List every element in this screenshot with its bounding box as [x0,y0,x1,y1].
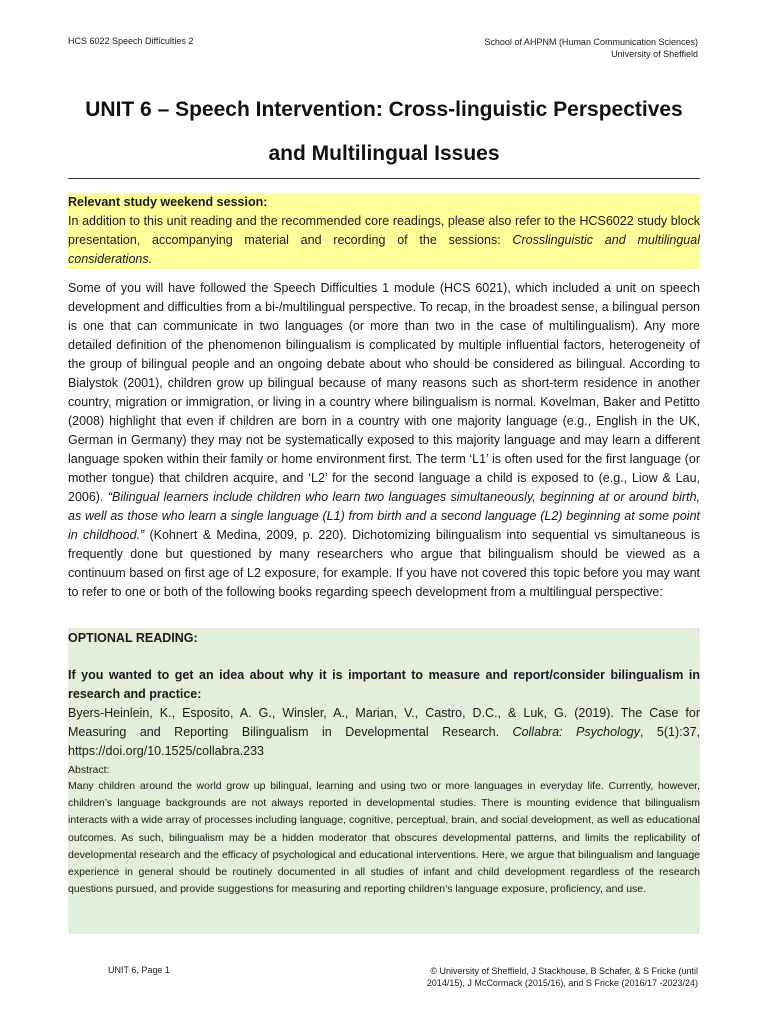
citation-journal: Collabra: Psychology [512,725,640,739]
header-school-line2: University of Sheffield [611,49,698,59]
page-title [68,88,700,176]
page-title-line1: UNIT 6 – Speech Intervention: Cross-linguistic Perspectives [85,98,683,121]
footer-copyright [427,965,698,989]
header-course: HCS 6022 Speech Difficulties 2 [68,36,194,46]
optional-reading-question: If you wanted to get an idea about why it is important to measure and report/consider bilingualism in research and practice: [68,668,700,701]
intro-quote: “Bilingual learners include children who learn two languages simultaneously, beginning at or around birth, as well as those who learn a single language (L1) from birth and a second language (L2) beginning at some point in childhood.” [68,490,701,542]
citation-authors-title: Byers-Heinlein, K., Esposito, A. G., Winsler, A., Marian, V., Castro, D.C., & Luk, G. (2019). The Case for Measuring and Reporting Bilingualism in Developmental Research. [68,706,700,739]
intro-paragraph [68,279,700,602]
abstract-label: Abstract: [68,764,110,776]
title-divider [68,178,700,179]
optional-reading-citation [68,704,700,761]
study-session-title: Crosslinguistic and multilingual considerations. [68,233,700,266]
optional-reading-box [68,628,700,934]
intro-part2: (Kohnert & Medina, 2009, p. 220). Dichotomizing bilingualism into sequential vs simultaneous is frequently done but questioned by many researchers who argue that bilingualism should be viewed as a continuum based on first age of L2 exposure, for example. If you have not covered this topic before you may want to refer to one or both of the following books regarding speech development from a multilingual perspective: [68,528,700,599]
footer-page-number: UNIT 6, Page 1 [108,965,170,975]
abstract-text: Many children around the world grow up bilingual, learning and using two or more languages in everyday life. Currently, however, children’s language backgrounds are not always reported in developmental studies. There is mounting evidence that bilingualism interacts with a wide array of processes including language, cognitive, perceptual, brain, and social development, as well as educational outcomes. As such, bilingualism may be a hidden moderator that obscures developmental patterns, and limits the replicability of developmental research and the efficacy of psychological and educational interventions. Here, we argue that bilingualism and language experience in general should be routinely documented in all studies of infant and child development regardless of the research questions pursued, and provide suggestions for measuring and reporting children’s language exposure, proficiency, and use. [68,780,700,896]
page-title-line2: and Multilingual Issues [268,142,500,165]
footer-copyright-line2: 2014/15), J McCormack (2015/16), and S Fricke (2016/17 -2023/24) [426,978,698,988]
header-school [484,36,698,60]
study-session-text [68,212,700,269]
optional-reading-label: OPTIONAL READING: [68,631,198,645]
study-session-body: In addition to this unit reading and the recommended core readings, please also refer to the HCS6022 study block presentation, accompanying material and recording of the sessions: [68,214,700,247]
header-school-line1: School of AHPNM (Human Communication Sciences) [484,37,698,47]
intro-part1: Some of you will have followed the Speech Difficulties 1 module (HCS 6021), which included a unit on speech development and difficulties from a bi-/multilingual perspective. To recap, in the broadest sense, a bilingual person is one that can communicate in two languages (or more than two in the case of multilingualism). Any more detailed definition of the phenomenon bilingualism is complicated by multiple influential factors, heterogeneity of the group of bilingual people and an ongoing debate about who should be considered as bilingual. According to Bialystok (2001), children grow up bilingual because of many reasons such as short-term residence in another country, migration or immigration, or living in a country where bilingualism is normal. Kovelman, Baker and Petitto (2008) highlight that even if children are born in a country with one majority language (e.g., English in the UK, German in Germany) they may not be systematically exposed to this majority language and may learn a different language spoken within their family or home environment first. The term ‘L1’ is often used for the first language (or mother tongue) that children acquire, and ‘L2’ for the second language a child is exposed to (e.g., Liow & Lau, 2006). [68,281,700,504]
study-session-box [68,193,700,269]
citation-doi[interactable]: , 5(1):37, https://doi.org/10.1525/collabra.233 [68,725,701,758]
footer-copyright-line1: © University of Sheffield, J Stackhouse, B Schafer, & S Fricke (until [430,966,698,976]
study-session-heading: Relevant study weekend session: [68,195,268,209]
